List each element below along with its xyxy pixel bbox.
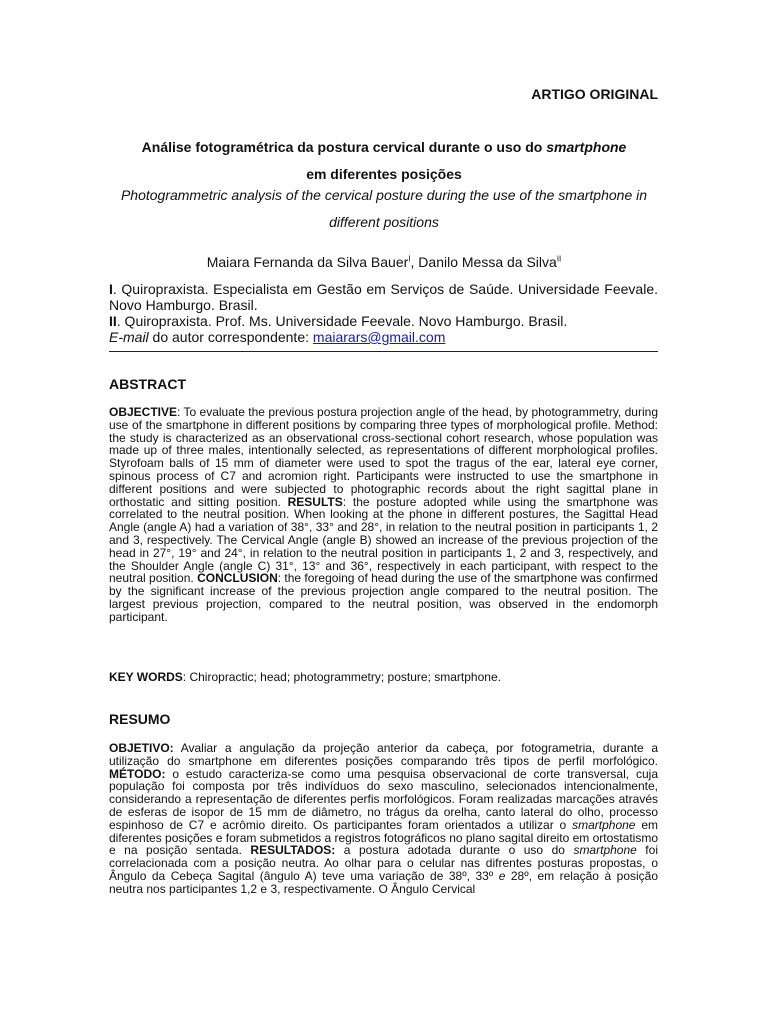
objetivo-label: OBJETIVO:	[109, 741, 174, 755]
objective-label: OBJECTIVE	[109, 405, 178, 419]
title-en-part2: the cervical posture during the use of the smartphone in different positions	[297, 187, 648, 230]
title-pt-italic: smartphone	[546, 139, 627, 155]
keywords-text: : Chiropractic; head; photogrammetry; posture; smartphone.	[182, 670, 501, 684]
title-pt-part2: em diferentes posições	[306, 166, 462, 182]
header-divider	[109, 351, 658, 352]
title-portuguese	[100, 134, 668, 188]
abstract-body	[109, 406, 658, 624]
objective-text: : To evaluate the previous postura projection angle of the head, by photogrammetry, during use of the smartphone in different positions by comparing three types of morphological profile. Method: the study is characterized as an observational cross-sectional cohort research, whose population was made up of three males, intentionally selected, as representations of different morphological profiles. Styrofoam balls of 15 mm of diameter were used to spot the tragus of the ear, lateral eye corner, spinous process of C7 and acromion right. Participants were instructed to use the smartphone in different positions and were subjected to photographic records about the right sagittal plane in orthostatic and sitting position.	[109, 405, 658, 509]
author-separator: ,	[410, 254, 419, 270]
resultados-label: RESULTADOS:	[250, 843, 336, 858]
conclusion-label: CONCLUSION	[197, 571, 278, 586]
metodo-text-1: o estudo caracteriza-se como uma pesquisa observacional de corte transversal, cuja população foi composta por três indivíduos do sexo masculino, selecionados intencionalmente, considerando a representação de diferentes perfis morfológicos. Foram realizadas marcações através de esferas de isopor de 15 mm de diâmetro, no trágus da orelha, canto lateral do olho, processo espinhoso de C7 e acrômio direito. Os participantes foram orientados a utilizar o	[109, 766, 658, 832]
resultados-text-3: 28º, em relação à posição neutra nos participantes 1,2 e 3, respectivamente. O Ângulo Cervical	[109, 868, 659, 896]
resultados-text-2: foi correlacionada com a posição neutra. Ao olhar para o celular nas difrentes posturas propostas, o Ângulo da Cebeça Sagital (ângulo A) teve uma variação de 38º, 33º	[109, 843, 658, 883]
author-1-mark: I	[408, 254, 411, 264]
resultados-text-1: a postura adotada durante o uso do	[335, 843, 574, 858]
affiliations	[109, 281, 658, 345]
title-pt-part1: Análise fotogramétrica da postura cervical durante o uso do	[141, 139, 547, 155]
title-en-part1: Photogrammetric analysis of	[120, 187, 298, 203]
author-1: Maiara Fernanda da Silva Bauer	[206, 254, 409, 270]
email-label-rest: do autor correspondente:	[148, 329, 313, 345]
affiliation-2-text: . Quiropraxista. Prof. Ms. Universidade Feevale. Novo Hamburgo. Brasil.	[116, 313, 568, 329]
results-label: RESULTS	[287, 494, 343, 509]
resultados-italic: smartphone	[573, 843, 637, 858]
email-link[interactable]: maiarars@gmail.com	[312, 329, 446, 345]
resumo-heading: RESUMO	[109, 711, 171, 727]
affiliation-1	[109, 281, 658, 313]
title-english	[100, 182, 668, 236]
email-label-italic: E-mail	[109, 329, 149, 345]
results-text: : the posture adopted while using the smartphone was correlated to the neutral position. When looking at the phone in different postures, the Sagittal Head Angle (angle A) had a variation of 38°, 33° and 28°, in relation to the neutral position in participants 1, 2 and 3, respectively. The Cervical Angle (angle B) showed an increase of the previous projection of the head in 27°, 19° and 24°, in relation to the neutral position in participants 1, 2 and 3, respectively, and the Shoulder Angle (angle C) 31°, 13° and 36°, respectively in each participant, with respect to the neutral position.	[109, 494, 658, 586]
conclusion-text: : the foregoing of head during the use of the smartphone was confirmed by the significant increase of the previous projection angle compared to the neutral position. The largest previous projection, compared to the neutral position, was observed in the endomorph participant.	[109, 571, 658, 624]
metodo-italic: smartphone	[572, 817, 636, 832]
resumo-body	[109, 742, 658, 896]
author-2: Danilo Messa da Silva	[418, 254, 557, 270]
section-label: ARTIGO ORIGINAL	[531, 86, 658, 102]
resultados-italic-2: e	[498, 868, 506, 883]
affiliation-1-text: . Quiropraxista. Especialista em Gestão em Serviços de Saúde. Universidade Feevale. Novo Hamburgo. Brasil.	[109, 281, 658, 313]
objetivo-text: Avaliar a angulação da projeção anterior da cabeça, por fotogrametria, durante a utilização do smartphone em diferentes posições comparando três tipos de perfil morfológico.	[109, 741, 658, 768]
affiliation-1-label: I	[109, 281, 113, 297]
metodo-text-2: em diferentes posições e foram submetidos a registros fotográficos no plano sagital direito em ortostatismo e na posição sentada.	[109, 817, 659, 858]
corresponding-email	[109, 329, 658, 345]
author-list	[100, 254, 668, 270]
affiliation-2-label: II	[109, 313, 117, 329]
metodo-label: MÉTODO:	[109, 766, 166, 781]
keywords-label: KEY WORDS	[109, 670, 183, 684]
keywords	[109, 671, 658, 684]
author-2-mark: II	[556, 254, 562, 264]
affiliation-2	[109, 313, 658, 329]
abstract-heading: ABSTRACT	[109, 376, 186, 392]
